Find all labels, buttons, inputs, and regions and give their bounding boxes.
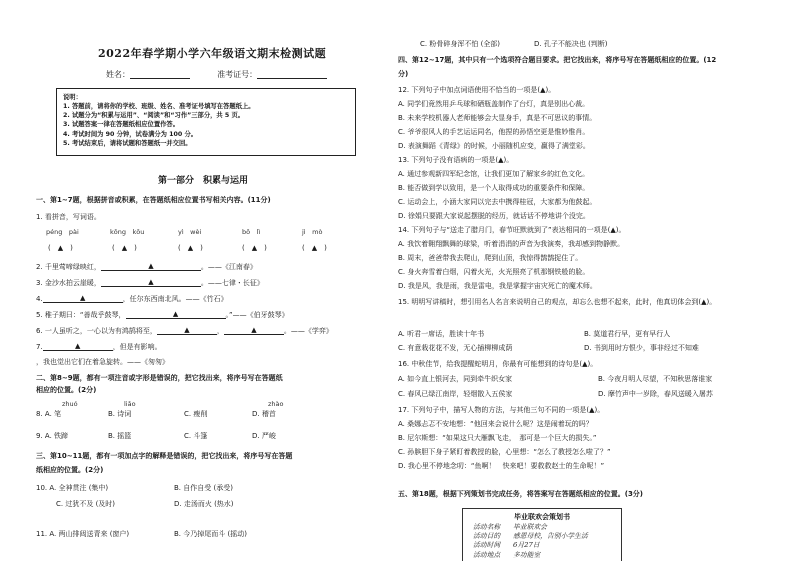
q15-a: A. 听君一席话，胜读十年书 <box>398 330 485 338</box>
q12-b: B. 未来学校机器人老师能够会大显身手，真是不可思议的事情。 <box>398 114 597 122</box>
q8-a: 8. A. 笔 <box>36 410 62 418</box>
q15-c: C. 有意栽花花不发，无心插柳柳成荫 <box>398 344 513 352</box>
activity-key: 活动时间 <box>473 541 501 550</box>
q9-c: C. 斗篷 <box>184 432 208 440</box>
sec5-header: 五、第18题，根据下列策划书完成任务，将答案写在答题纸相应的位置。(3分) <box>398 490 644 498</box>
q3: 3. 金沙水拍云崖暖， ▲ 。——七律・长征》 <box>36 278 264 287</box>
name-label: 姓名： <box>106 70 130 79</box>
q15: 15. 明明写讲稿时，想引用名人名言来说明自己的观点，却忘么也想不起来，此时，他真切体会到(▲)。 <box>398 298 717 306</box>
pinyin-3: yì wèi <box>178 228 202 236</box>
activity-row <box>473 523 611 532</box>
instructions-box <box>56 88 356 156</box>
q12-c: C. 爷爷很风人的手艺运运同名，他捏的孙悟空更是惟妙惟肖。 <box>398 128 590 136</box>
pinyin-1: péng pài <box>46 228 79 236</box>
q8-d: D. 稽首 <box>252 410 276 418</box>
q8-ruby-d: zhào <box>268 400 284 408</box>
sec4-header-1: 四、第12~17题，其中只有一个选项符合题目要求。把它找出来，将序号写在答题纸相应的位置。(12 <box>398 56 717 64</box>
q15-d: D. 书到用时方恨少，事非经过不知难 <box>584 344 699 352</box>
q14: 14. 下列句子与“送走了腊月门，春节旺默就到了”表达相同的一项是(▲)。 <box>398 226 626 234</box>
q17-b: B. 尼尔斯想：“如果这只大雁飘飞走， 那可是一个巨大的损失。” <box>398 434 597 442</box>
q8-b: B. 诗词 <box>108 410 132 418</box>
q3-text: 3. 金沙水拍云崖暖， <box>36 278 101 287</box>
exam-no-label: 准考证号： <box>217 70 258 79</box>
q12-a: A. 同学们竟然用乒乓球和硒瓶盖制作了台灯，真是别出心裁。 <box>398 100 590 108</box>
q11-b: B. 今乃掉尾而斗 (摇动) <box>174 530 247 538</box>
activity-plan-box <box>462 508 622 561</box>
instruction-item: 1. 答题前，请将你的学校、班级、姓名、准考证号填写在答题纸上。 <box>63 103 255 111</box>
q5-text: 5. 稚子期曰：“善哉乎鼓琴， <box>36 310 126 319</box>
q10-c: C. 过犹不及 (及时) <box>56 500 116 508</box>
instruction-item: 4. 考试时间为 90 分钟，试卷满分为 100 分。 <box>63 130 198 138</box>
exam-no-field[interactable] <box>257 70 327 79</box>
activity-row <box>473 532 611 541</box>
q5: 5. 稚子期曰：“善哉乎鼓琴， ▲ 。”——《伯牙鼓琴》 <box>36 310 289 319</box>
q8-ruby-a: zhuó <box>62 400 78 408</box>
q7-text-a: ，但是有影响。 <box>112 342 162 351</box>
instruction-item: 3. 试题答案一律在答题纸相应位置作答。 <box>63 121 180 129</box>
instruction-item: 5. 考试结束后，请将试题和答题纸一并交回。 <box>63 139 192 147</box>
q1-prompt: 1. 看拼音，写词语。 <box>36 213 101 221</box>
activity-key: 活动名称 <box>473 523 501 532</box>
sec3-header-1: 三、第10~11题，都有一项加点字的解释是错误的，把它找出来，将序号写在答题 <box>36 452 293 460</box>
sec2-header-2: 相应的位置。(2分) <box>36 386 97 394</box>
activity-row <box>473 551 611 560</box>
q12: 12. 下列句子中加点词语使用不恰当的一项是(▲)。 <box>398 86 556 94</box>
sec1-header: 一、第1~7题，根据拼音或积累，在答题纸相应位置书写相关内容。(11分) <box>36 196 271 204</box>
activity-key: 活动目的 <box>473 532 501 541</box>
activity-value: 感恩母校，告别小学生活 <box>513 532 588 541</box>
q14-b: B. 周末，爸爸带我去爬山，爬到山顶，我惊得鹊鹊捉住了。 <box>398 254 583 262</box>
activity-value: 毕业联欢会 <box>513 523 547 532</box>
blank-1: ( ▲ ) <box>48 244 73 252</box>
q16-d: D. 摩竹声中一岁除，春风送暖入屠苏 <box>598 390 713 398</box>
q4: 4. ▲ ，任尔东西南北风。——《竹石》 <box>36 294 228 303</box>
blank-3: ( ▲ ) <box>178 244 203 252</box>
pinyin-5: jì mò <box>302 228 323 236</box>
q11-a: 11. A. 两山排闼送青来 (窗户) <box>36 530 130 538</box>
blank-5: ( ▲ ) <box>302 244 327 252</box>
q8-c: C. 瘦削 <box>184 410 208 418</box>
sec4-header-2: 分) <box>398 70 409 78</box>
q7-line2: ，我也觉出它们在着急旋转。——《匆匆》 <box>36 358 169 366</box>
q14-d: D. 我是风，我是雨，我是雷电，我是掌握宇宙灾死亡的魔术师。 <box>398 282 597 290</box>
pinyin-2: kōng kōu <box>110 228 145 236</box>
name-field[interactable] <box>130 70 190 79</box>
q4-num: 4. <box>36 294 43 303</box>
activity-plan-title: 毕业联欢会策划书 <box>514 513 570 521</box>
instructions-heading: 说明： <box>63 94 82 101</box>
sec2-header-1: 二、第8~9题，都有一项注音或字形是错误的，把它找出来，将序号写在答题纸 <box>36 374 283 382</box>
q13-d: D. 徐娟只要跟大家说起摆脱的经历，就话话不停地讲个没完。 <box>398 212 590 220</box>
q2: 2. 千里莺啼绿映红， ▲ 。——《江南春》 <box>36 262 257 271</box>
q3-source: 。——七律・长征》 <box>200 278 264 287</box>
activity-row <box>473 541 611 550</box>
q16-b: B. 今夜月明人尽望，不知秋思落谁家 <box>598 375 713 383</box>
q9-a: 9. A. 铁蹄 <box>36 432 69 440</box>
q17-d: D. 我心里不停地念叨：“鱼啊！ 快来吧！要救救赵士的生命呢！” <box>398 462 605 470</box>
q7-num: 7. <box>36 342 43 351</box>
activity-value: 6月27日 <box>513 541 540 550</box>
instruction-item: 2. 试题分为“积累与运用”、“阅读”和“习作”三部分，共 5 页。 <box>63 112 245 120</box>
q14-c: C. 身火奔雪着白烟，闪着火光，火光照亮了机那钢铁般的脸。 <box>398 268 590 276</box>
q9-d: D. 严峻 <box>252 432 276 440</box>
q4-text: ，任尔东西南北风。——《竹石》 <box>122 294 228 303</box>
q11-d: D. 孔子不能决也 (判断) <box>534 40 608 48</box>
q16: 16. 中秋佳节，给我提醒蛇明月，你最有可能想到的诗句是(▲)。 <box>398 360 598 368</box>
q13-b: B. 能否做到学以致用，是一个人取得成功的重要条件和保障。 <box>398 184 590 192</box>
q17-a: A. 桑娜忐忑不安地想：“他回来会说什么呢？这是闹着玩的吗？ <box>398 420 593 428</box>
q16-c: C. 春风已绿江南岸，轻烟散入五侯家 <box>398 390 513 398</box>
q8-ruby-b: liǎo <box>124 400 136 408</box>
q17-c: C. 孙膑胆下身子紧盯着教授的脸，心里想：“怎么了教授怎么啦了？” <box>398 448 611 456</box>
q15-b: B. 莫道君行早，更有早行人 <box>584 330 671 338</box>
q6-text: 6. 一人虽听之，一心以为有鸿鹄将至， <box>36 326 157 335</box>
q6: 6. 一人虽听之，一心以为有鸿鹄将至， ▲ ， ▲ 。——《学弈》 <box>36 326 333 335</box>
q14-a: A. 我饮着翱翔飘舞的球梁，听着涓涓的声音为我演奏，我却感到物静默。 <box>398 240 625 248</box>
q13-c: C. 运动会上，小涵大家同以完去中携得桂冠，大家都为他鼓起。 <box>398 198 597 206</box>
q12-d: D. 表演舞蹈《青绿》的时候，小丽随机应变，赢得了满堂彩。 <box>398 142 590 150</box>
q10-a: 10. A. 全神贯注 (集中) <box>36 484 109 492</box>
q16-a: A. 如今直上银河去，同到牵牛织女家 <box>398 375 513 383</box>
name-row <box>106 70 327 79</box>
q6-comma: ， <box>216 326 224 335</box>
q9-b: B. 摇篮 <box>108 432 132 440</box>
activity-value: 多功能室 <box>513 550 541 559</box>
q5-source: 。”——《伯牙鼓琴》 <box>225 310 289 319</box>
q17: 17. 下列句子中，描写人物的方法，与其他三句不同的一项是(▲)。 <box>398 406 605 414</box>
q11-c: C. 粉骨碎身浑不怕 (全部) <box>420 40 501 48</box>
sec3-header-2: 纸相应的位置。(2分) <box>36 466 104 474</box>
part1-title: 第一部分 积累与运用 <box>158 176 249 186</box>
q2-source: 。——《江南春》 <box>200 262 257 271</box>
blank-4: ( ▲ ) <box>242 244 267 252</box>
q10-d: D. 走汤而火 (热水) <box>174 500 234 508</box>
q10-b: B. 自作自受 (承受) <box>174 484 233 492</box>
q6-source: 。——《学弈》 <box>283 326 333 335</box>
blank-2: ( ▲ ) <box>112 244 137 252</box>
pinyin-4: bō lì <box>242 228 261 236</box>
activity-key: 活动地点 <box>473 550 501 559</box>
q13: 13. 下列句子没有语病的一项是(▲)。 <box>398 156 514 164</box>
q13-a: A. 通过参观新四军纪念馆，让我们更加了解家乡的红色文化。 <box>398 170 590 178</box>
q7: 7. ▲ ，但是有影响。 <box>36 342 162 351</box>
q2-text: 2. 千里莺啼绿映红， <box>36 262 101 271</box>
exam-title: 2022年春学期小学六年级语文期末检测试题 <box>98 47 327 60</box>
